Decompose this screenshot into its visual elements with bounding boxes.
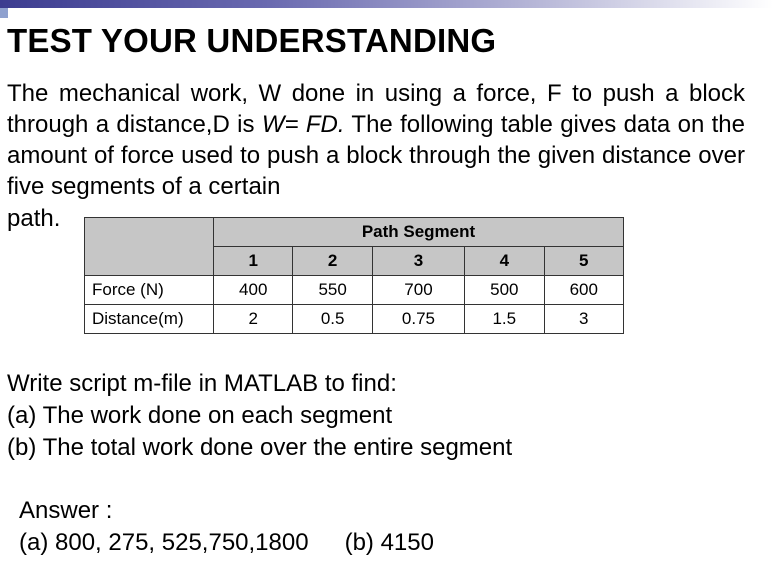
question-block xyxy=(7,368,512,464)
table-cell: 0.75 xyxy=(372,305,464,334)
table-cell: 500 xyxy=(465,276,544,305)
table-cell: 550 xyxy=(293,276,372,305)
table-header-row xyxy=(85,218,624,247)
segment-header: 1 xyxy=(214,247,293,276)
table-row-force xyxy=(85,276,624,305)
table-cell: 600 xyxy=(544,276,623,305)
question-part-a: (a) The work done on each segment xyxy=(7,402,393,429)
intro-text: The mechanical work, W done in using a force, F to push a block through a distance,D is xyxy=(7,80,745,138)
table-cell: 3 xyxy=(544,305,623,334)
answer-part-a: (a) 800, 275, 525,750,1800 xyxy=(19,529,309,556)
table-cell: 2 xyxy=(214,305,293,334)
question-part-b: (b) The total work done over the entire segment xyxy=(7,434,513,461)
answer-line xyxy=(19,527,434,559)
table-cell: 700 xyxy=(372,276,464,305)
intro-paragraph xyxy=(7,78,745,202)
corner-accent-square xyxy=(0,8,8,18)
table-cell: 0.5 xyxy=(293,305,372,334)
table-cell: 400 xyxy=(214,276,293,305)
intro-end-word: path. xyxy=(7,205,61,232)
segment-header: 4 xyxy=(465,247,544,276)
row-label: Distance(m) xyxy=(85,305,214,334)
answer-part-b: (b) 4150 xyxy=(344,529,434,556)
work-formula: W= FD. xyxy=(261,111,345,138)
answer-heading: Answer : xyxy=(19,497,113,524)
slide-title: TEST YOUR UNDERSTANDING xyxy=(7,22,497,59)
question-prompt: Write script m-file in MATLAB to find: xyxy=(7,370,397,397)
table-cell: 1.5 xyxy=(465,305,544,334)
path-segment-header: Path Segment xyxy=(214,218,624,247)
table-corner-cell xyxy=(85,218,214,276)
intro-text-2: The following table gives data on the amount of force used to push a block through the given distance over five segments of a certain xyxy=(7,111,746,200)
segment-header: 3 xyxy=(372,247,464,276)
force-distance-table xyxy=(84,217,624,334)
segment-header: 5 xyxy=(544,247,623,276)
answer-block xyxy=(19,495,434,559)
title-accent-bar xyxy=(0,0,773,8)
segment-header: 2 xyxy=(293,247,372,276)
table-row-distance xyxy=(85,305,624,334)
row-label: Force (N) xyxy=(85,276,214,305)
